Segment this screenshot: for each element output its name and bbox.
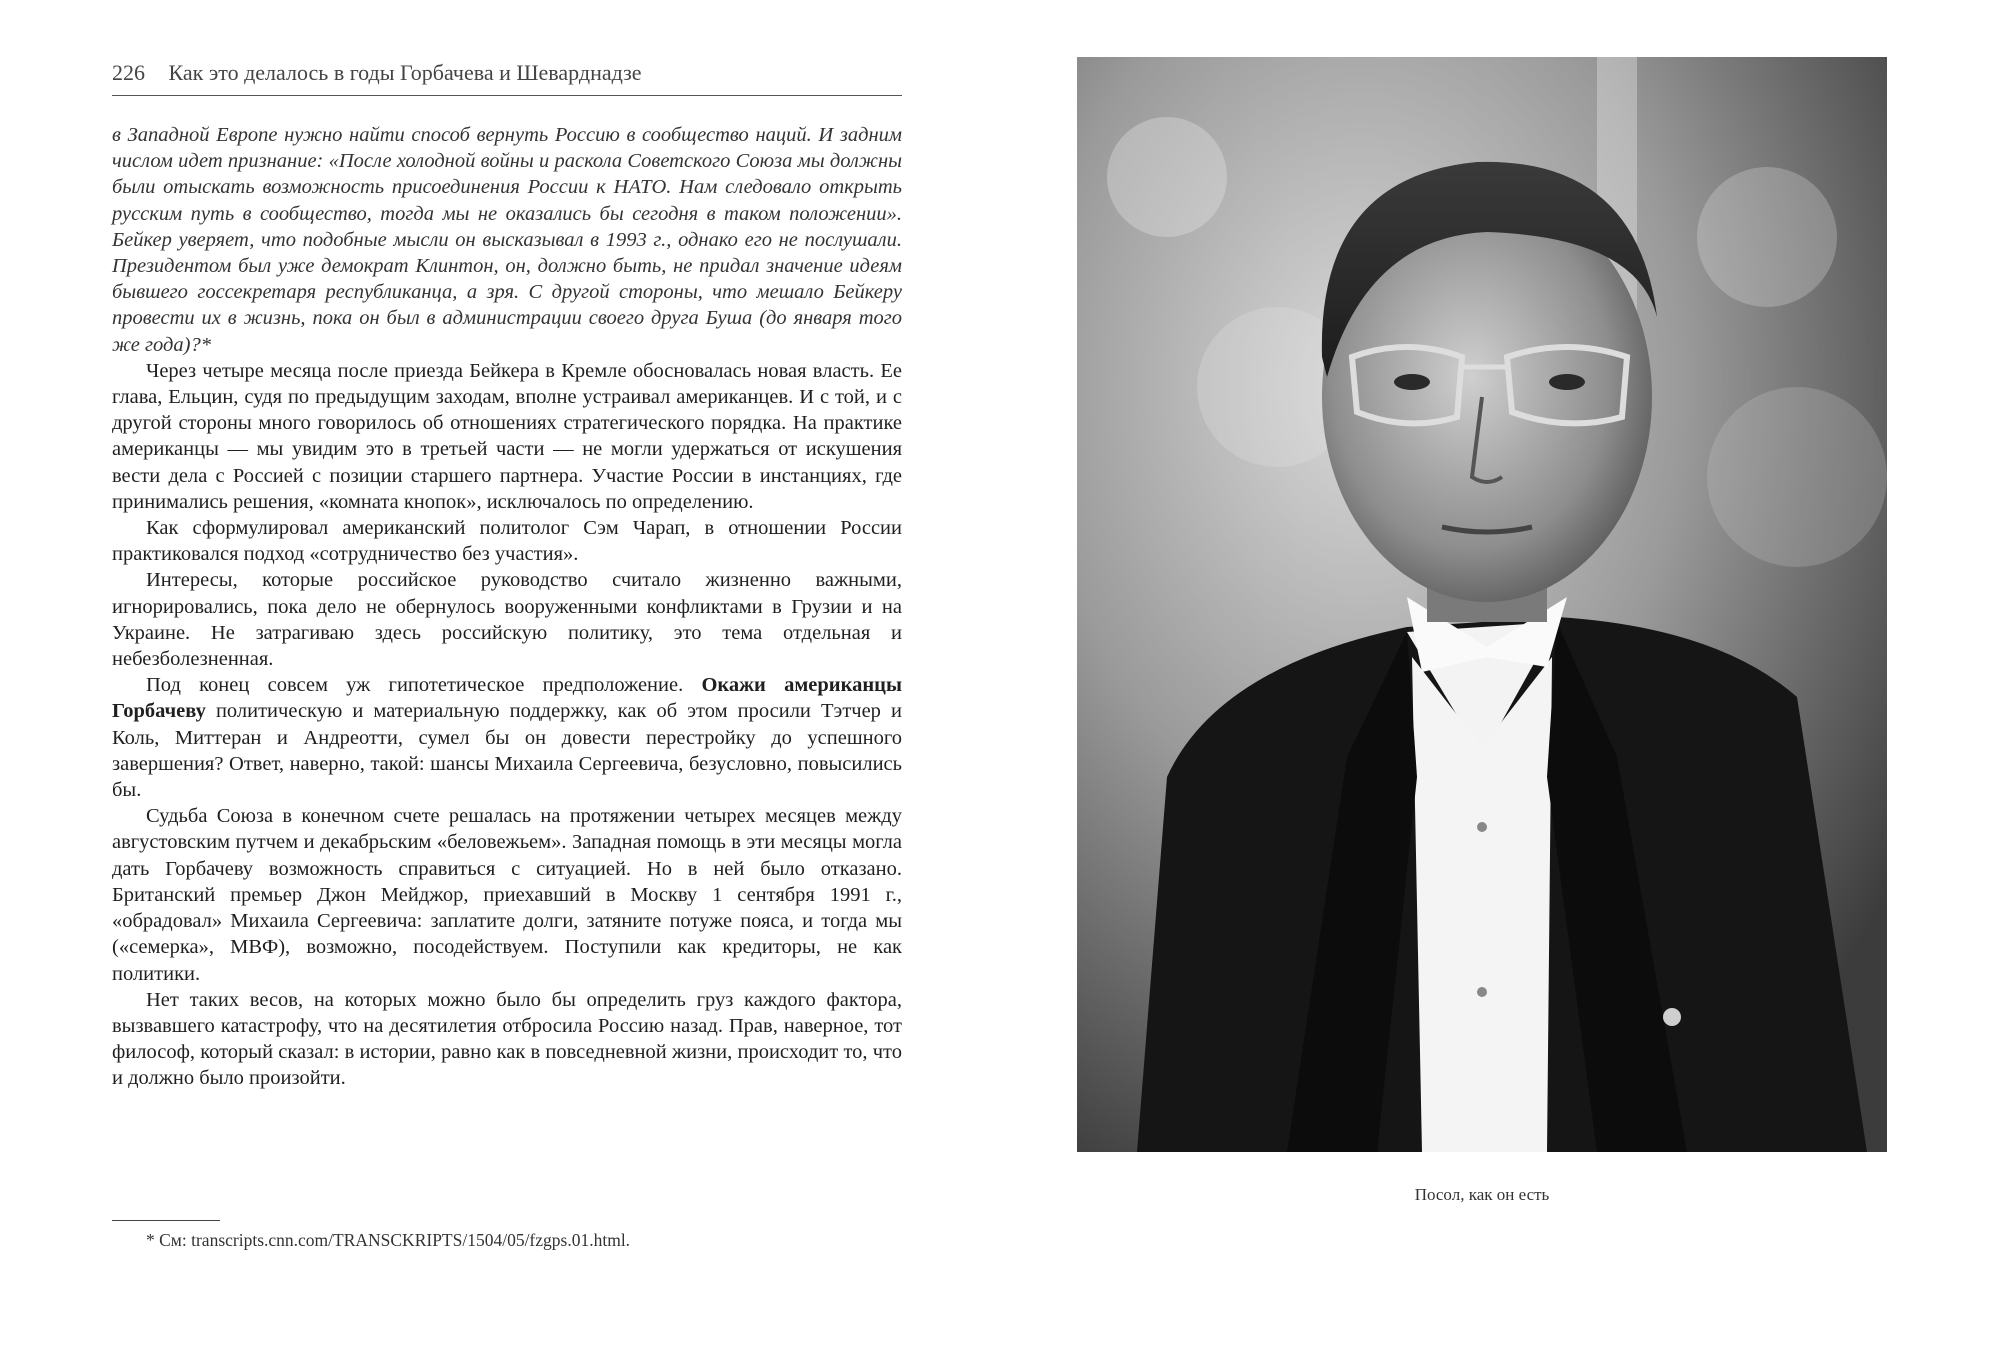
bold-phrase: Окажи американцы Горбачеву: [112, 674, 902, 723]
paragraph: Через четыре месяца после приезда Бейкера в Кремле обосновалась новая власть. Ее глава, Ельцин, судя по предыдущим заходам, вполне устраивал американцев. И с той, и с другой стороны много говорилось об отношениях стратегического порядка. На практике американцы — мы увидим это в третьей части — не могли удержаться от искушения вести дела с Россией с позиции старшего партнера. Участие России в инстанциях, где принимались решения, «комната кнопок», исключалось по определению.: [112, 359, 902, 513]
paragraph-end: политическую и материальную поддержку, как об этом просили Тэтчер и Коль, Миттеран и Андреотти, сумел бы он довести перестройку до успешного завершения? Ответ, наверно, такой: шансы Михаила Сергеевича, безусловно, повысились бы.: [112, 700, 902, 802]
page-number: 226: [112, 60, 145, 85]
footnote-rule: [112, 1220, 220, 1221]
portrait-illustration: [1077, 57, 1887, 1152]
paragraph: Судьба Союза в конечном счете решалась на протяжении четырех месяцев между августовским путчем и декабрьским «беловежьем». Западная помощь в эти месяцы могла дать Горбачеву возможность справиться с ситуацией. Но в ней было отказано. Британский премьер Джон Мейджор, приехавший в Москву 1 сентября 1991 г., «обрадовал» Михаила Сергеевича: заплатите долги, затяните потуже пояса, и тогда мы («семерка», МВФ), возможно, посодействуем. Поступили как кредиторы, не как политики.: [112, 805, 902, 985]
paragraph: Нет таких весов, на которых можно было бы определить груз каждого фактора, вызвавшего катастрофу, что на десятилетия отбросила Россию назад. Прав, наверное, тот философ, который сказал: в истории, равно как в повседневной жизни, происходит то, что и должно было произойти.: [112, 988, 902, 1090]
body-text: [112, 122, 902, 1092]
footnote: * См: transcripts.cnn.com/TRANSCKRIPTS/1504/05/fzgps.01.html.: [146, 1230, 631, 1250]
running-title: Как это делалось в годы Горбачева и Шеварднадзе: [168, 60, 642, 85]
paragraph: Интересы, которые российское руководство считало жизненно важными, игнорировались, пока дело не обернулось вооруженными конфликтами в Грузии и на Украине. Не затрагиваю здесь российскую политику, это тема отдельная и небезболезненная.: [112, 569, 902, 671]
paragraph-start: Под конец совсем уж гипотетическое предположение.: [146, 674, 702, 697]
paragraph: Как сформулировал американский политолог Сэм Чарап, в отношении России практиковался подход «сотрудничество без участия».: [112, 517, 902, 566]
portrait-photo: [1077, 57, 1887, 1152]
paragraph: [112, 672, 902, 803]
quote-paragraph: в Западной Европе нужно найти способ вернуть Россию в сообщество наций. И задним числом идет признание: «После холодной войны и раскола Советского Союза мы должны были отыскать возможность присоединения России к НАТО. Нам следовало открыть русским путь в сообщество, тогда мы не оказались бы сегодня в таком положении». Бейкер уверяет, что подобные мысли он высказывал в 1993 г., однако его не послушали. Президентом был уже демократ Клинтон, он, должно быть, не придал значение идеям бывшего госсекретаря республиканца, а зря. С другой стороны, что мешало Бейкеру провести их в жизнь, пока он был в администрации своего друга Буша (до января того же года)?*: [112, 124, 902, 356]
running-head: [112, 60, 902, 96]
photo-caption: Посол, как он есть: [1414, 1185, 1550, 1204]
